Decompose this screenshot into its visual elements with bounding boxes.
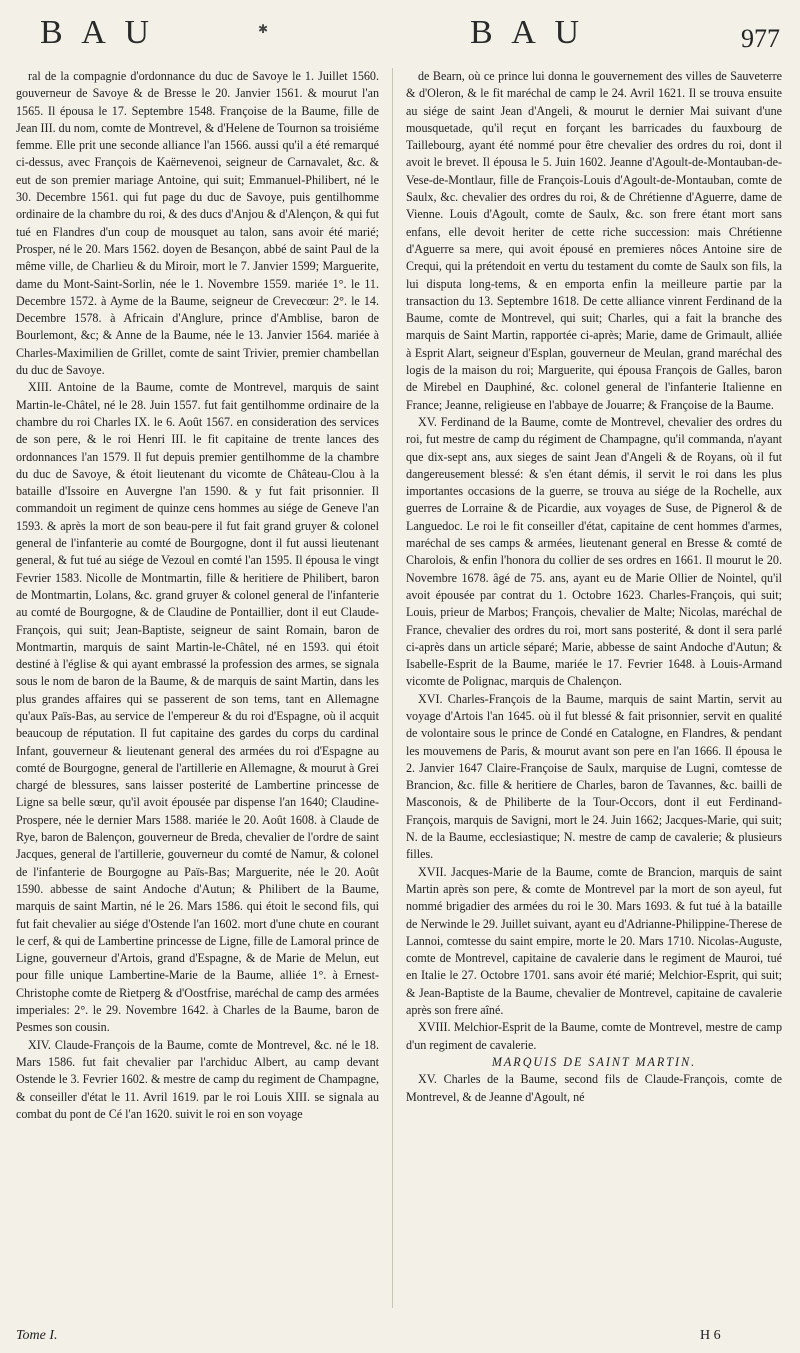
- running-head-right: B A U: [470, 14, 586, 51]
- page-number: 977: [741, 24, 780, 53]
- footer-volume: Tome I.: [16, 1328, 58, 1343]
- column-divider: [392, 68, 393, 1308]
- paragraph: ral de la compagnie d'ordonnance du duc de Savoye le 1. Juillet 1560. gouverneur de Savoye & de Bresse le 20. Janvier 1561. & mourut l'an 1565. Il épousa le 17. Septembre 1548. Françoise de la Baume, fille de Jean III. du nom, comte de Montrevel, & d'Helene de Tournon sa troisiéme femme. Elle prit une seconde alliance l'an 1566. aussi qu'il a été remarqué ci-dessus, avec François de Kaërnevenoi, seigneur de Carnavalet, &c. & eut de son premier mariage Antoine, qui suit; Emmanuel-Philibert, né le 30. Decembre 1561. qui fut page du duc de Savoye, puis gentilhomme ordinaire de la chambre du roi, & des ducs d'Anjou & d'Alençon, & qui fut tué en Flandres d'un coup de mousquet au talon, sans avoir été marié; Prosper, né le 20. Mars 1562. doyen de Besançon, abbé de saint Paul de la même ville, de Charlieu & du Miroir, mort le 7. Janvier 1599; Marguerite, dame du Mont-Saint-Sorlin, née le 1. Novembre 1559. mariée 1°. le 11. Decembre 1572. à Ayme de la Baume, seigneur de Crevecœur: 2°. le 14. Decembre 1578. à Africain d'Anglure, prince d'Amblise, baron de Bourlemont, &c; & Anne de la Baume, née le 13. Janvier 1564. mariée à Charles-Maximilien de Grillet, comte de saint Trivier, premier chambellan du duc de Savoye.: [16, 69, 379, 378]
- asterisk-ornament: ✱: [258, 22, 269, 36]
- paragraph: de Bearn, où ce prince lui donna le gouvernement des villes de Sauveterre & d'Oleron, & le fit maréchal de camp le 24. Avril 1621. Il se trouva ensuite au siége de saint Jean d'Angeli, & mourut le dernier Mai suivant d'une mousquetade, qu'il reçut en forçant les barricades du fauxbourg de Taillebourg, ayant été nommé pour être chevalier des ordres du roi, dont il avoit le brevet. Il épousa le 5. Juin 1602. Jeanne d'Agoult-de-Montauban-de-Vese-de-Montlaur, fille de François-Louis d'Agoult-de-Montauban, comte de Saulx, &c. chevalier des ordres du roi, & de Chrétienne d'Aguerre, dame de Vienne. Louis d'Agoult, comte de Saulx, &c. son frere étant mort sans enfans, elle devoit heriter de cette riche succession: mais Chrétienne d'Aguerre sa mere, qui avoit épousé en premieres nôces Antoine sire de Crequi, qui la prétendoit en vertu du testament du comte de Saulx son fils, la lui disputa long-tems, & en emporta enfin la meilleure partie par la transaction du 13. Septembre 1618. De cette alliance vinrent Ferdinand de la Baume, comte de Montrevel, qui suit; Charles, qui a fait la branche des marquis de Saint Martin, rapportée ci-après; Marie, dame de Grimault, alliée à Esprit Alart, seigneur d'Esplan, gouverneur de Meulan, grand maréchal des logis de la maison du roi; Marguerite, qui épousa François de Galles, baron de Mirebel en Dauphiné, &c. colonel general de l'infanterie Italienne en France; Jeanne, religieuse en l'abbaye de Jouarre; & Françoise de la Baume.: [406, 69, 782, 412]
- section-heading: MARQUIS DE SAINT MARTIN.: [491, 1054, 697, 1069]
- paragraph: XIII. Antoine de la Baume, comte de Montrevel, marquis de saint Martin-le-Châtel, né le 28. Juin 1557. fut fait gentilhomme ordinaire de la chambre du roi Charles IX. le 6. Août 1567. en consideration des services de son pere, & le roi Henri III. le fit capitaine de trente lances des ordonnances l'an 1579. Il fut depuis premier gentilhomme de la chambre du duc de Savoye, & étoit lieutenant du vicomte de Château-Clou à la bataille d'Issoire en Auvergne l'an 1590. & y fut fait prisonnier. Il commandoit un regiment de quinze cens hommes au siége de Geneve l'an 1593. & après la mort de son beau-pere il fut fait grand gruyer & colonel general de l'infanterie au comté de Bourgogne, dont il fut aussi lieutenant general, & fut tué au siége de Vezoul en comté l'an 1595. Il épousa le vingt Fevrier 1583. Nicolle de Montmartin, fille & heritiere de Philibert, baron de Montmartin, Lolans, &c. grand gruyer & colonel general de l'infanterie au comté de Bourgogne, & de Claudine de Pontaillier, dont il eut Claude-François, qui suit; Jean-Baptiste, seigneur de saint Romain, baron de Montmartin, marquis de saint Martin-le-Châtel, né en 1593. qui étoit destiné à l'église & qui ayant embrassé la profession des armes, se signala sous le nom de baron de la Baume, & de marquis de saint Martin, dans les plus grandes affaires qui se passerent de son tems, tant en Allemagne qu'aux Païs-Bas, au service de l'empereur & du roi d'Espagne, où il acquit beaucoup de réputation. Il fut capitaine des gardes du corps du cardinal Infant, gouverneur & lieutenant general des armées du roi d'Espagne au comté de Bourgogne, general de l'artillerie en Allemagne, & mourut à Grei chargé de blessures, sans laisser posterité de Lambertine princesse de Ligne sa belle sœur, qu'il avoit épousée par dispense l'an 1640; Claudine-Prospere, née le dernier Mars 1588. mariée le 20. Août 1608. à Claude de Rye, baron de Balençon, gouverneur de Breda, chevalier de l'ordre de saint Jacques, general de l'artillerie, gouverneur du comté de Namur, & colonel de l'infanterie de Bourgogne au Païs-Bas; Marguerite, née le 20. Août 1590. abbesse de saint Andoche d'Autun; & Philibert de la Baume, marquis de saint Martin, né le 26. Mars 1586. qui étoit le second fils, qui fut fait chevalier au siége d'Ostende l'an 1602. mort d'une chute en courant le cerf, & qui de Lambertine princesse de Ligne, fille de Lamoral prince de Ligne, gouverneur d'Artois, grand d'Espagne, & de Marie de Melun, eut pour fille unique Lambertine-Marie de la Baume, alliée 1°. à Ernest-Christophe comte de Rietperg & d'Oostfrise, maréchal de camp des armées imperiales: 2°. le 29. Novembre 1642. à Charles de la Baume, baron de Pesmes son cousin.: [16, 380, 379, 1035]
- paragraph: XV. Ferdinand de la Baume, comte de Montrevel, chevalier des ordres du roi, fut mestre de camp du régiment de Champagne, qu'il commanda, n'ayant que dix-sept ans, aux sieges de saint Jean d'Angeli & de Royans, où il fut dangereusement blessé: & s'en étant démis, il servit le roi dans les plus importantes occasions de la guerre, se trouva au siége de la Rochelle, aux guerres de Lorraine & de Picardie, aux voyages de Suse, de Pignerol & de Languedoc. Le roi le fit conseiller d'état, capitaine de cent hommes d'armes, maréchal de ses camps & armées, lieutenant general en Bresse & comté de Charolois, & enfin l'honora du collier de ses ordres en 1661. Il mourut le 20. Novembre 1678. âgé de 75. ans, ayant eu de Marie Ollier de Nointel, qu'il avoit épousée par contrat du 1. Octobre 1623. Charles-François, qui suit; Louis, prieur de Marbos; François, chevalier de Malte; Nicolas, maréchal de France, chevalier des ordres du roi, mort sans posterité, & dont il sera parlé ci-après dans un article séparé; Marie, abbesse de saint Andoche d'Autun; & Isabelle-Esprit de la Baume, mariée le 17. Fevrier 1648. à Louis-Armand vicomte de Polignac, marquis de Chalençon.: [406, 414, 782, 689]
- left-column: [16, 68, 379, 1338]
- running-head-left: B A U: [40, 14, 156, 51]
- right-column: [406, 68, 782, 1338]
- paragraph: XVII. Jacques-Marie de la Baume, comte de Brancion, marquis de saint Martin après son pere, & comte de Montrevel par la mort de son ayeul, fut nommé brigadier des armées du roi le 30. Mars 1693. & fut tué à la bataille de Nerwinde le 29. Juillet suivant, ayant eu d'Adrianne-Philippine-Therese de Lannoi, comtesse du saint empire, morte le 20. Mars 1710. Nicolas-Auguste, comte de Montrevel, capitaine de cavalerie dans le regiment de Mauroi, tué en Italie le 27. Octobre 1701. sans avoir été marié; Melchior-Esprit, qui suit; & Jean-Baptiste de la Baume, chevalier de Montrevel, capitaine de cavalerie après son frere aîné.: [406, 864, 782, 1018]
- footer-signature: H 6: [700, 1328, 721, 1343]
- paragraph: XVI. Charles-François de la Baume, marquis de saint Martin, servit au voyage d'Artois l'an 1645. où il fut blessé & fait prisonnier, servit en qualité de volontaire sous le prince de Condé en Catalogne, en Flandres, & pendant les mouvemens de Paris, & mourut avant son pere en l'an 1666. Il épousa le 2. Janvier 1647 Claire-Françoise de Saulx, marquise de Lugni, comtesse de Brancion, &c. fille & heritiere de Charles, baron de Tavannes, &c. bailli de Masconois, & de Philiberte de la Tour-Occors, dont il eut Ferdinand-François, marquis de Savigni, mort le 24. Juin 1662; Jacques-Marie, qui suit; N. de la Baume, ecclesiastique; N. mestre de camp de cavalerie; & plusieurs filles.: [406, 691, 782, 862]
- paragraph: XVIII. Melchior-Esprit de la Baume, comte de Montrevel, mestre de camp d'un regiment de cavalerie.: [406, 1020, 782, 1052]
- paragraph: XV. Charles de la Baume, second fils de Claude-François, comte de Montrevel, & de Jeanne d'Agoult, né: [406, 1072, 782, 1104]
- paragraph: XIV. Claude-François de la Baume, comte de Montrevel, &c. né le 18. Mars 1586. fut fait chevalier par l'archiduc Albert, au camp devant Ostende le 3. Fevrier 1602. & mestre de camp du regiment de Champagne, & conseiller d'état le 11. Avril 1619. par le roi Louis XIII. se signala au combat du pont de Cé l'an 1620. suivit le roi en son voyage: [16, 1037, 379, 1121]
